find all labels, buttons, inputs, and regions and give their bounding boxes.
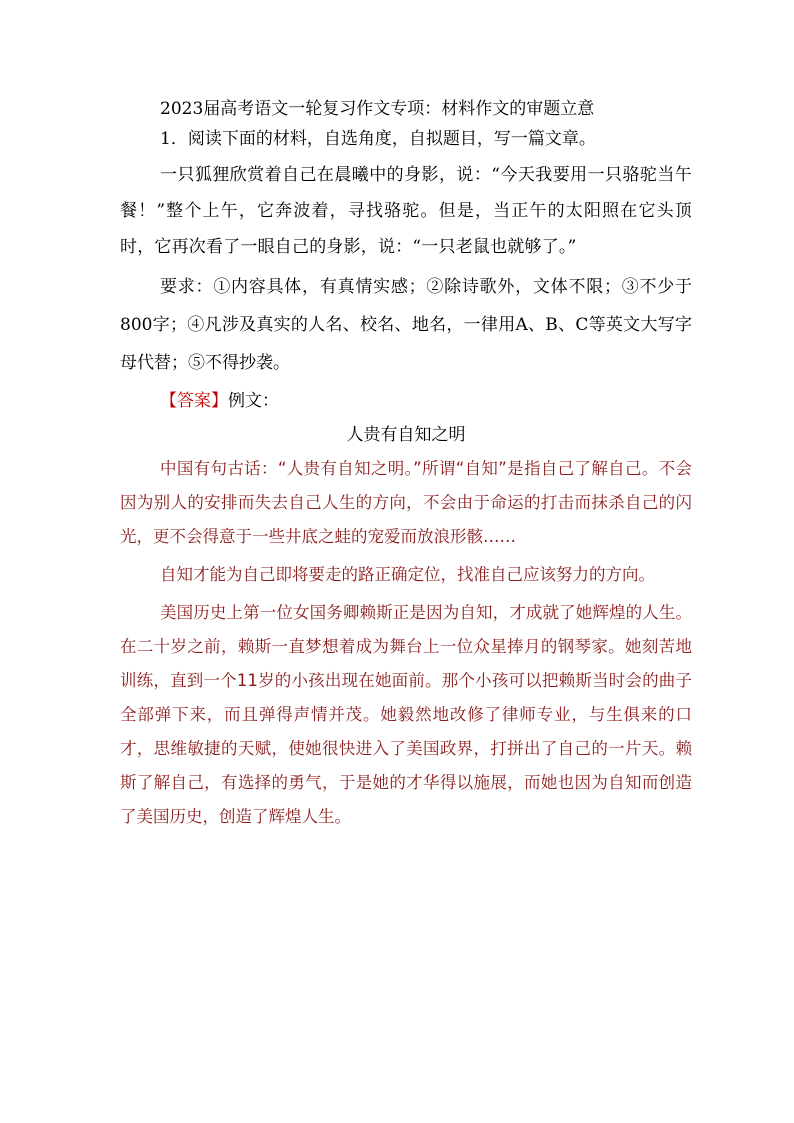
essay-paragraph: 自知才能为自己即将要走的路正确定位，找准自己应该努力的方向。: [160, 565, 655, 584]
question-prompt: 1．阅读下面的材料，自选角度，自拟题目，写一篇文章。: [160, 129, 596, 149]
requirements-text: 要求：①内容具体，有真情实感；②除诗歌外，文体不限；③不少于800字；④凡涉及真实的人名、校名、地名，一律用A、B、C等英文大写字母代替；⑤不得抄袭。: [120, 277, 692, 373]
answer-heading: [120, 386, 692, 416]
essay-paragraph: 中国有句古话：“人贵有自知之明。”所谓“自知”是指自己了解自己。不会因为别人的安排而失去自己人生的方向，不会由于命运的打击而抹杀自己的闪光，更不会得意于一些井底之蛙的宠爱而放浪形骸……: [120, 459, 692, 546]
document-content: [120, 94, 692, 834]
answer-label: 例文：: [228, 391, 279, 411]
answer-tag: 【答案】: [160, 391, 228, 411]
essay-title: 人贵有自知之明: [346, 425, 466, 445]
essay-paragraph: 美国历史上第一位女国务卿赖斯正是因为自知，才成就了她辉煌的人生。在二十岁之前，赖斯一直梦想着成为舞台上一位众星捧月的钢琴家。她刻苦地训练，直到一个11岁的小孩出现在她面前。那个小孩可以把赖斯当时会的曲子全部弹下来，而且弹得声情并茂。她毅然地改修了律师专业，与生俱来的口才，思维敏捷的天赋，使她很快进入了美国政界，打拼出了自己的一片天。赖斯了解自己，有选择的勇气，于是她的才华得以施展，而她也因为自知而创造了美国历史，创造了辉煌人生。: [120, 603, 692, 826]
material-text: 一只狐狸欣赏着自己在晨曦中的身影，说：“今天我要用一只骆驼当午餐！”整个上午，它奔波着，寻找骆驼。但是，当正午的太阳照在它头顶时，它再次看了一眼自己的身影，说：“一只老鼠也就够了。”: [120, 165, 692, 257]
document-title: 2023届高考语文一轮复习作文专项：材料作文的审题立意: [160, 99, 595, 119]
